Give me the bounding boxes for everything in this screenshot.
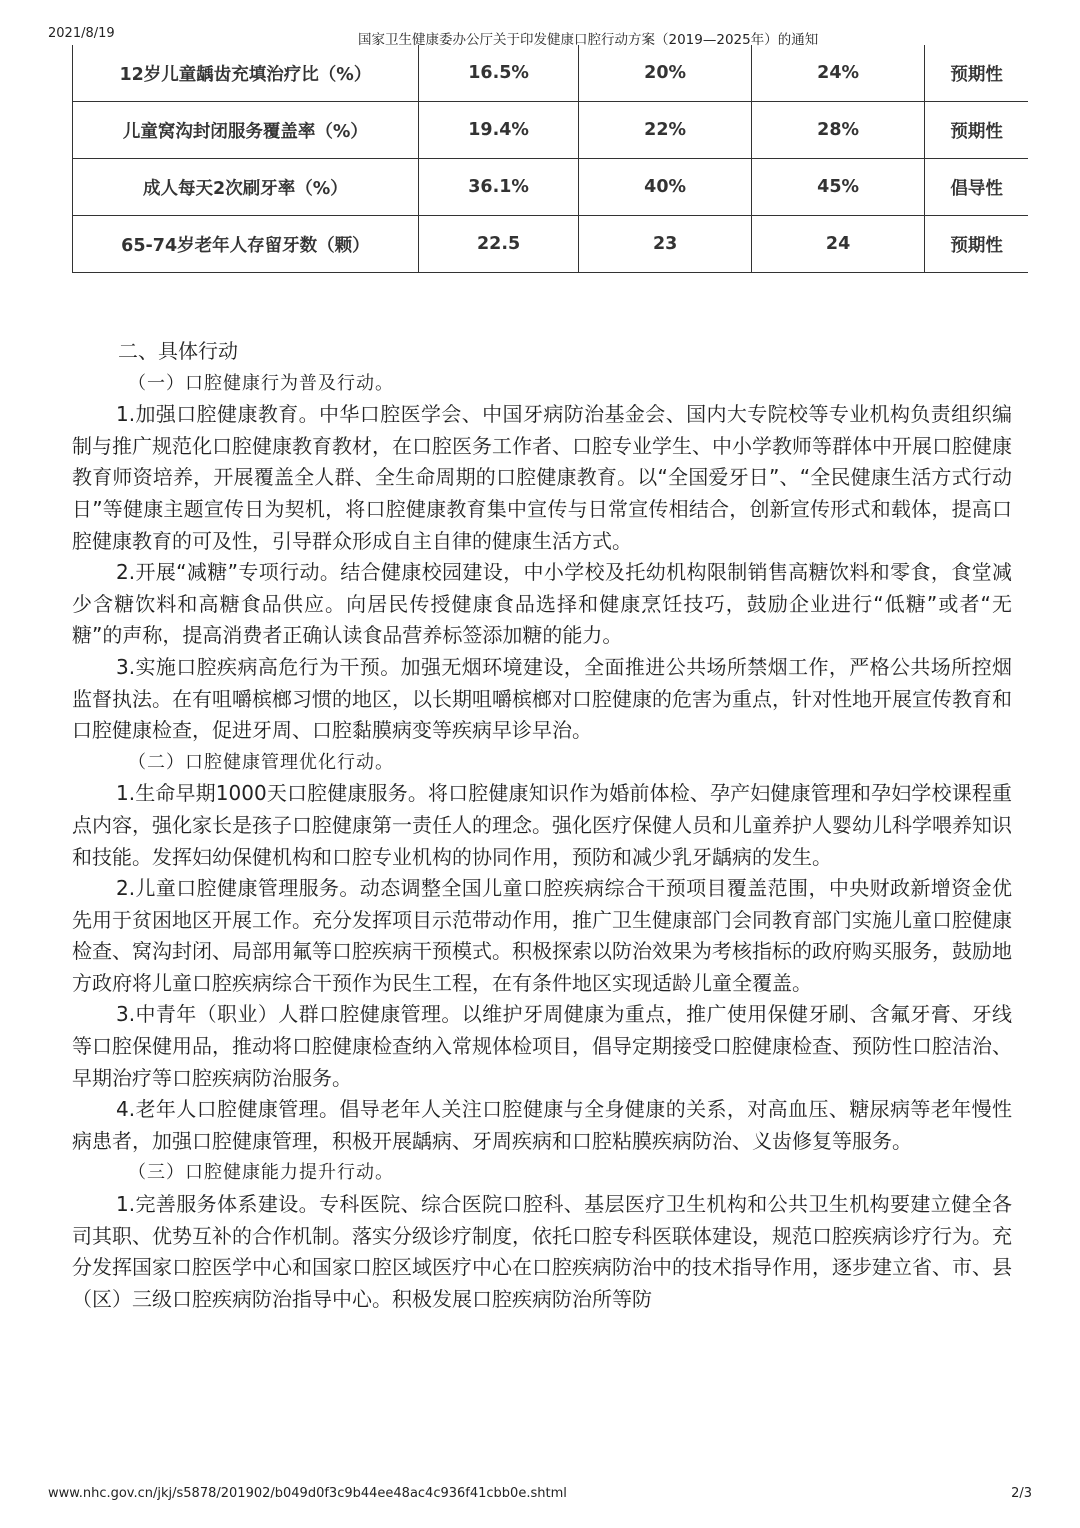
target-2020-cell: 40% [579, 159, 751, 216]
indicator-name-cell: 12岁儿童龋齿充填治疗比（%） [73, 45, 419, 102]
baseline-value-cell: 36.1% [418, 159, 579, 216]
indicator-type-cell: 倡导性 [925, 159, 1028, 216]
indicator-type-cell: 预期性 [925, 102, 1028, 159]
page-number: 2/3 [1011, 1486, 1032, 1501]
indicator-name-cell: 65-74岁老年人存留牙数（颗） [73, 216, 419, 273]
table-row [73, 159, 1029, 216]
indicator-table [72, 45, 1028, 273]
paragraph: 1.生命早期1000天口腔健康服务。将口腔健康知识作为婚前体检、孕产妇健康管理和孕妇学校课程重点内容，强化家长是孩子口腔健康第一责任人的理念。强化医疗保健人员和儿童养护人婴幼儿科学喂养知识和技能。发挥妇幼保健机构和口腔专业机构的协同作用，预防和减少乳牙龋病的发生。 [72, 781, 1012, 869]
header-title: 国家卫生健康委办公厅关于印发健康口腔行动方案（2019—2025年）的通知 [358, 32, 819, 48]
header-date: 2021/8/19 [48, 26, 115, 41]
subsection-title: （三）口腔健康能力提升行动。 [128, 1162, 394, 1184]
target-2020-cell: 23 [579, 216, 751, 273]
section-title: 二、具体行动 [118, 339, 238, 363]
paragraph: 4.老年人口腔健康管理。倡导老年人关注口腔健康与全身健康的关系，对高血压、糖尿病等老年慢性病患者，加强口腔健康管理，积极开展龋病、牙周疾病和口腔粘膜疾病防治、义齿修复等服务。 [72, 1097, 1012, 1153]
target-2025-cell: 24% [751, 45, 924, 102]
paragraph: 3.中青年（职业）人群口腔健康管理。以维护牙周健康为重点，推广使用保健牙刷、含氟牙膏、牙线等口腔保健用品，推动将口腔健康检查纳入常规体检项目，倡导定期接受口腔健康检查、预防性口腔洁治、早期治疗等口腔疾病防治服务。 [72, 1002, 1012, 1090]
indicator-type-cell: 预期性 [925, 216, 1028, 273]
paragraph: 2.开展“减糖”专项行动。结合健康校园建设，中小学校及托幼机构限制销售高糖饮料和零食，食堂减少含糖饮料和高糖食品供应。向居民传授健康食品选择和健康烹饪技巧，鼓励企业进行“低糖”或者“无糖”的声称，提高消费者正确认读食品营养标签添加糖的能力。 [72, 560, 1012, 648]
footer-url: www.nhc.gov.cn/jkj/s5878/201902/b049d0f3c9b44ee48ac4c936f41cbb0e.shtml [48, 1486, 567, 1501]
indicator-name-cell: 儿童窝沟封闭服务覆盖率（%） [73, 102, 419, 159]
indicator-type-cell: 预期性 [925, 45, 1028, 102]
table-row [73, 216, 1029, 273]
paragraph: 1.加强口腔健康教育。中华口腔医学会、中国牙病防治基金会、国内大专院校等专业机构负责组织编制与推广规范化口腔健康教育教材，在口腔医务工作者、口腔专业学生、中小学教师等群体中开展口腔健康教育师资培养，开展覆盖全人群、全生命周期的口腔健康教育。以“全国爱牙日”、“全民健康生活方式行动日”等健康主题宣传日为契机，将口腔健康教育集中宣传与日常宣传相结合，创新宣传形式和载体，提高口腔健康教育的可及性，引导群众形成自主自律的健康生活方式。 [72, 402, 1012, 553]
baseline-value-cell: 19.4% [418, 102, 579, 159]
paragraph: 3.实施口腔疾病高危行为干预。加强无烟环境建设，全面推进公共场所禁烟工作，严格公共场所控烟监督执法。在有咀嚼槟榔习惯的地区，以长期咀嚼槟榔对口腔健康的危害为重点，针对性地开展宣传教育和口腔健康检查，促进牙周、口腔黏膜病变等疾病早诊早治。 [72, 654, 1012, 743]
table-row [73, 102, 1029, 159]
target-2020-cell: 22% [579, 102, 751, 159]
target-2025-cell: 28% [751, 102, 924, 159]
baseline-value-cell: 22.5 [418, 216, 579, 273]
paragraph: 2.儿童口腔健康管理服务。动态调整全国儿童口腔疾病综合干预项目覆盖范围，中央财政新增资金优先用于贫困地区开展工作。充分发挥项目示范带动作用，推广卫生健康部门会同教育部门实施儿童口腔健康检查、窝沟封闭、局部用氟等口腔疾病干预模式。积极探索以防治效果为考核指标的政府购买服务，鼓励地方政府将儿童口腔疾病综合干预作为民生工程，在有条件地区实现适龄儿童全覆盖。 [72, 876, 1012, 995]
subsection-title: （二）口腔健康管理优化行动。 [128, 751, 394, 773]
target-2025-cell: 45% [751, 159, 924, 216]
subsection-title: （一）口腔健康行为普及行动。 [128, 372, 394, 394]
table-row [73, 45, 1029, 102]
indicator-name-cell: 成人每天2次刷牙率（%） [73, 159, 419, 216]
paragraph: 1.完善服务体系建设。专科医院、综合医院口腔科、基层医疗卫生机构和公共卫生机构要建立健全各司其职、优势互补的合作机制。落实分级诊疗制度，依托口腔专科医联体建设，规范口腔疾病诊疗行为。充分发挥国家口腔医学中心和国家口腔区域医疗中心在口腔疾病防治中的技术指导作用，逐步建立省、市、县（区）三级口腔疾病防治指导中心。积极发展口腔疾病防治所等防 [72, 1192, 1012, 1311]
baseline-value-cell: 16.5% [418, 45, 579, 102]
target-2020-cell: 20% [579, 45, 751, 102]
document-body [72, 336, 1012, 1315]
target-2025-cell: 24 [751, 216, 924, 273]
